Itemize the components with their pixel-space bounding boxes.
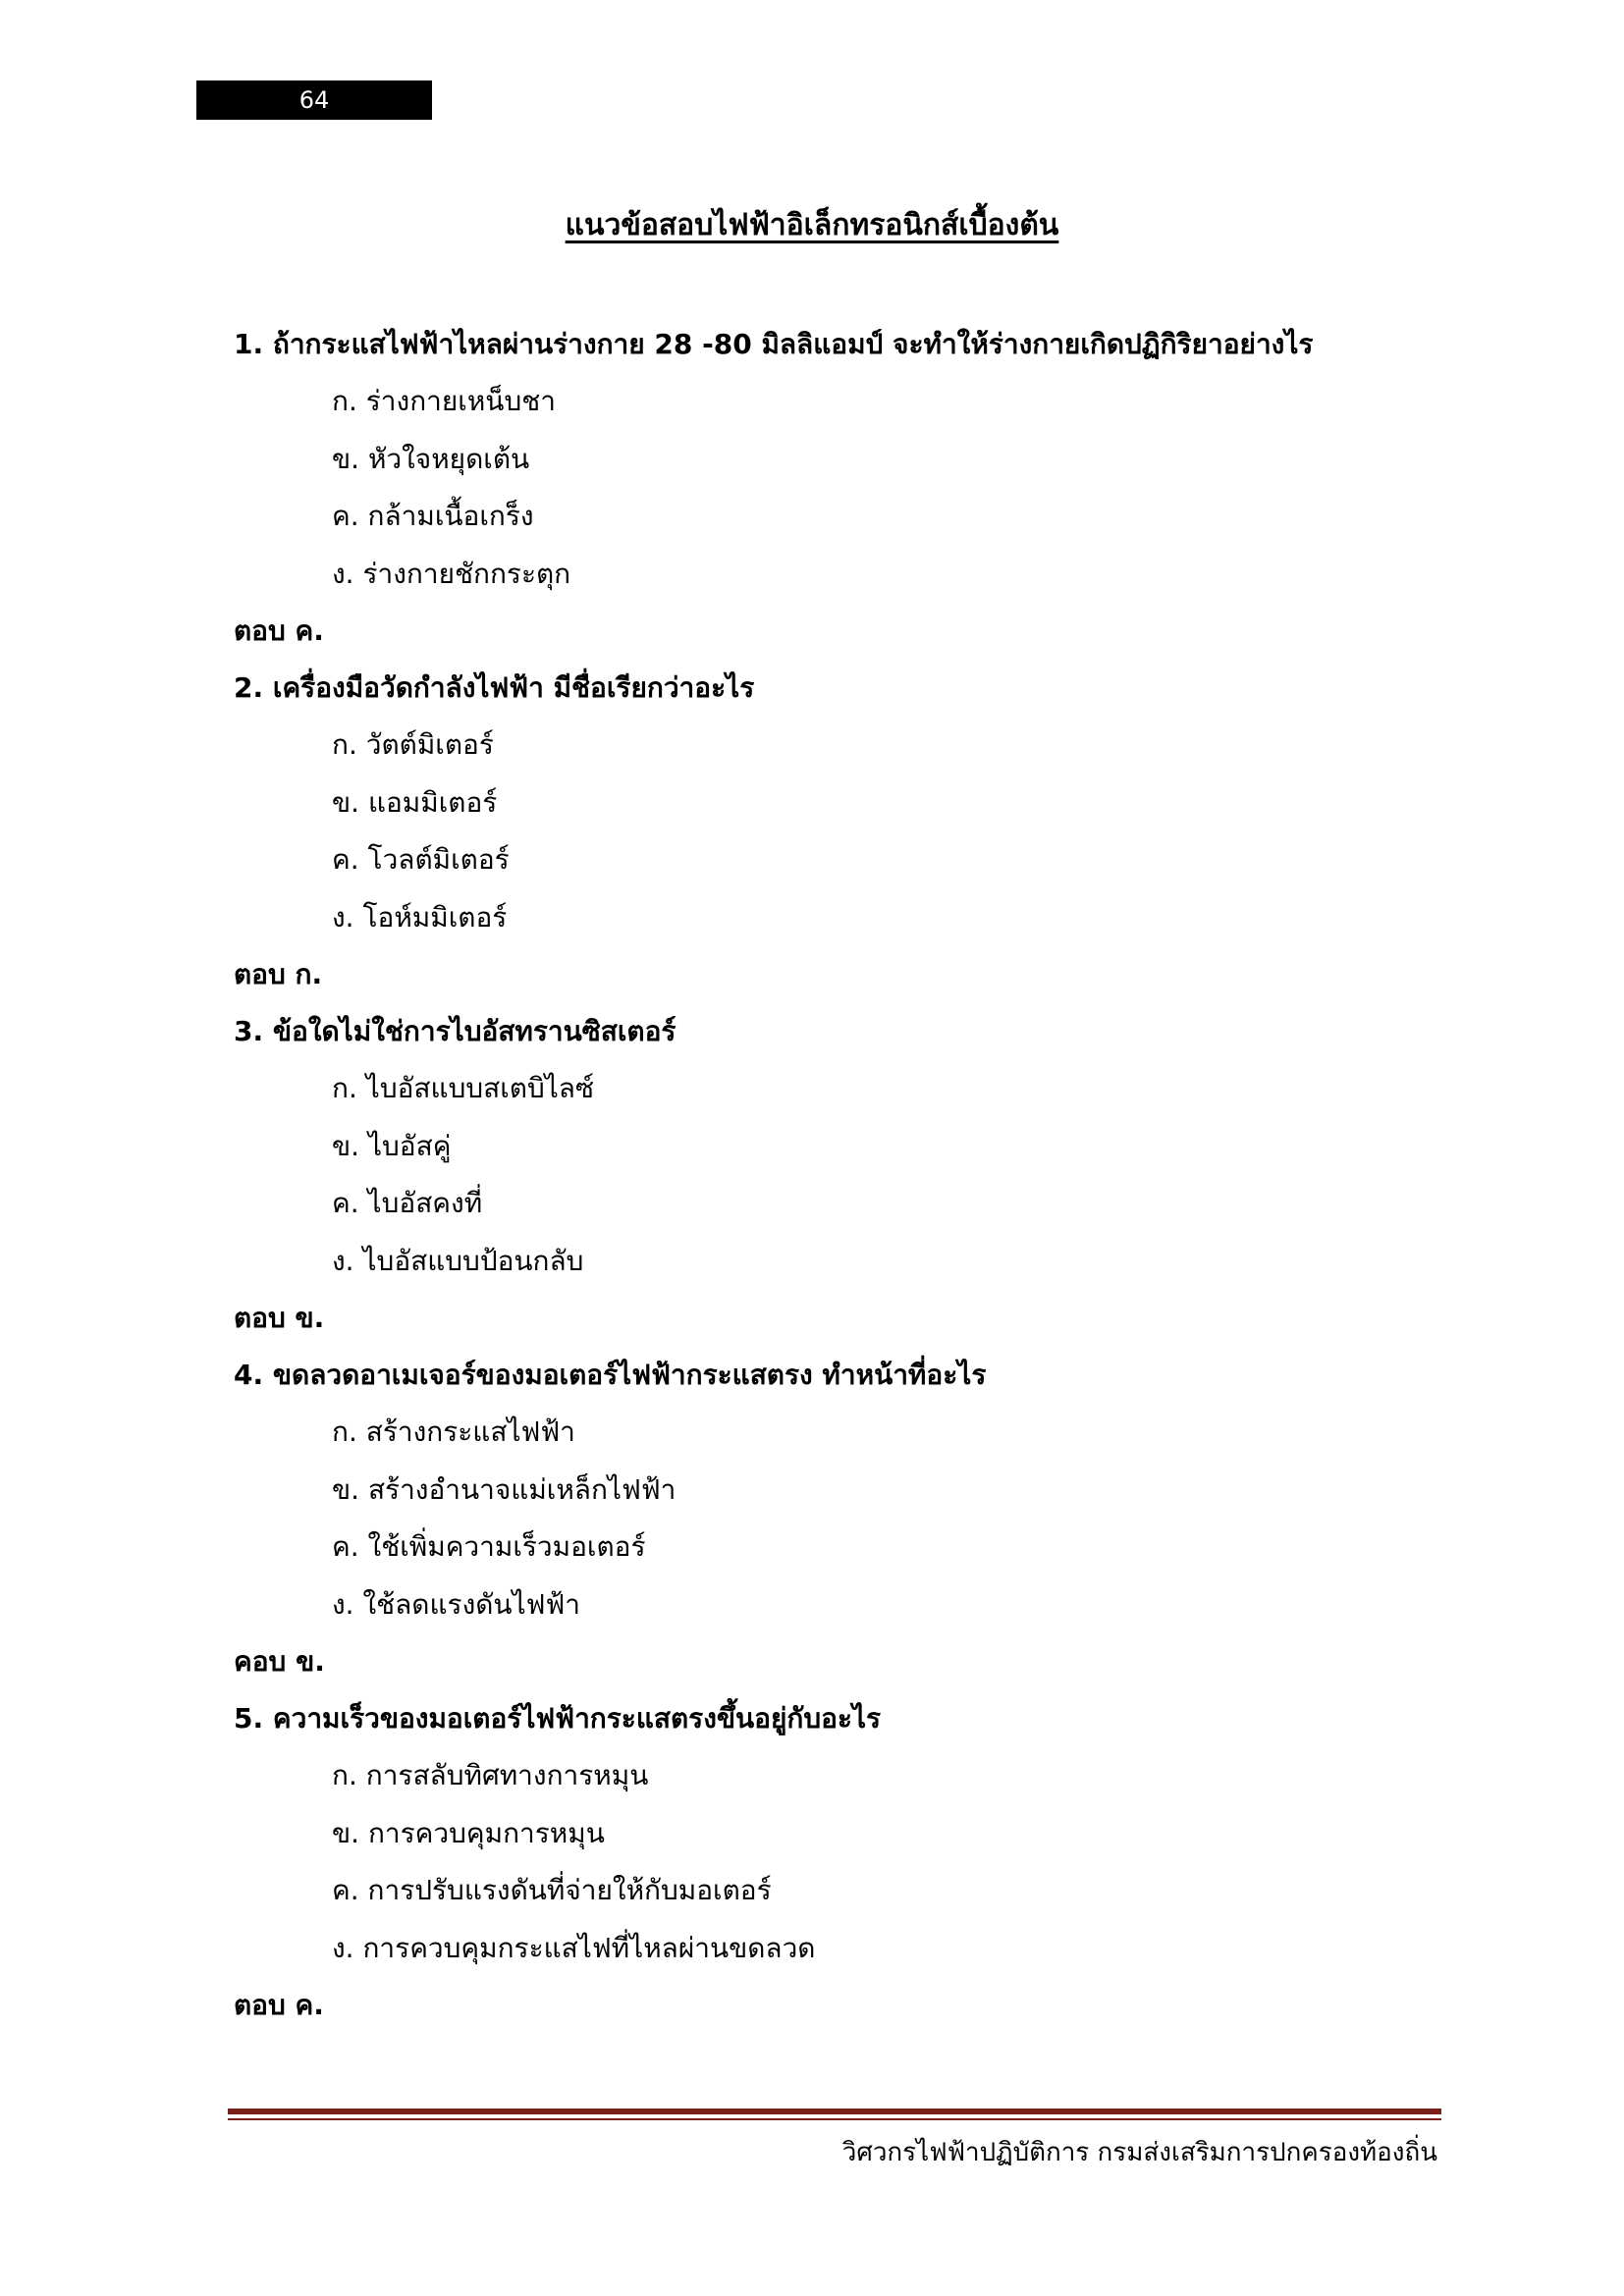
question-list bbox=[234, 316, 1451, 2034]
choice-item: ก. สร้างกระแสไฟฟ้า bbox=[332, 1415, 575, 1448]
answer-text: ตอบ ค. bbox=[234, 1989, 324, 2021]
question-block bbox=[234, 1003, 1451, 1347]
choice-item: ง. การควบคุมกระแสไฟที่ไหลผ่านขดลวด bbox=[332, 1931, 816, 1964]
choice-item: ค. กล้ามเนื้อเกร็ง bbox=[332, 500, 534, 532]
choice-item: ก. การสลับทิศทางการหมุน bbox=[332, 1759, 649, 1791]
choice-item: ข. หัวใจหยุดเต้น bbox=[332, 442, 530, 475]
choice-item: ค. โวลต์มิเตอร์ bbox=[332, 843, 510, 876]
question-block bbox=[234, 660, 1451, 1003]
choice-item: ค. การปรับแรงดันที่จ่ายให้กับมอเตอร์ bbox=[332, 1874, 772, 1906]
question-text: 3. ข้อใดไม่ใช่การไบอัสทรานซิสเตอร์ bbox=[234, 1015, 677, 1047]
choice-item: ง. ร่างกายชักกระตุก bbox=[332, 557, 571, 590]
choice-item: ข. แอมมิเตอร์ bbox=[332, 785, 498, 819]
question-text: 5. ความเร็วของมอเตอร์ไฟฟ้ากระแสตรงขึ้นอยู่กับอะไร bbox=[234, 1702, 882, 1735]
choice-item: ข. การควบคุมการหมุน bbox=[332, 1816, 605, 1849]
question-text: 1. ถ้ากระแสไฟฟ้าไหลผ่านร่างกาย 28 -80 มิลลิแอมป์ จะทำให้ร่างกายเกิดปฏิกิริยาอย่างไร bbox=[234, 328, 1314, 360]
choice-item: ก. ร่างกายเหน็บชา bbox=[332, 385, 556, 417]
answer-text: คอบ ข. bbox=[234, 1645, 325, 1678]
footer-text: วิศวกรไฟฟ้าปฏิบัติการ กรมส่งเสริมการปกครองท้องถิ่น bbox=[841, 2138, 1437, 2167]
answer-text: ตอบ ก. bbox=[234, 958, 323, 990]
choice-item: ข. ไบอัสคู่ bbox=[332, 1129, 452, 1162]
choice-item: ง. ไบอัสแบบป้อนกลับ bbox=[332, 1244, 584, 1277]
question-block bbox=[234, 1690, 1451, 2034]
choice-item: ข. สร้างอำนาจแม่เหล็กไฟฟ้า bbox=[332, 1472, 677, 1506]
choice-item: ค. ใช้เพิ่มความเร็วมอเตอร์ bbox=[332, 1530, 646, 1563]
answer-text: ตอบ ข. bbox=[234, 1302, 325, 1334]
footer-divider bbox=[228, 2109, 1441, 2114]
choice-item: ค. ไบอัสคงที่ bbox=[332, 1187, 483, 1219]
choice-item: ง. โอห์มมิเตอร์ bbox=[332, 900, 508, 934]
question-block bbox=[234, 1347, 1451, 1690]
question-block bbox=[234, 316, 1451, 660]
question-text: 2. เครื่องมือวัดกำลังไฟฟ้า มีชื่อเรียกว่าอะไร bbox=[234, 671, 755, 704]
question-text: 4. ขดลวดอาเมเจอร์ของมอเตอร์ไฟฟ้ากระแสตรง ทำหน้าที่อะไร bbox=[234, 1359, 987, 1391]
footer-divider-thin bbox=[228, 2118, 1441, 2120]
page-title: แนวข้อสอบไฟฟ้าอิเล็กทรอนิกส์เบื้องต้น bbox=[565, 208, 1059, 242]
page-number: 64 bbox=[196, 80, 432, 120]
choice-item: ก. วัตต์มิเตอร์ bbox=[332, 728, 494, 761]
choice-item: ง. ใช้ลดแรงดันไฟฟ้า bbox=[332, 1587, 581, 1621]
choice-item: ก. ไบอัสแบบสเตบิไลซ์ bbox=[332, 1072, 594, 1104]
answer-text: ตอบ ค. bbox=[234, 614, 324, 647]
